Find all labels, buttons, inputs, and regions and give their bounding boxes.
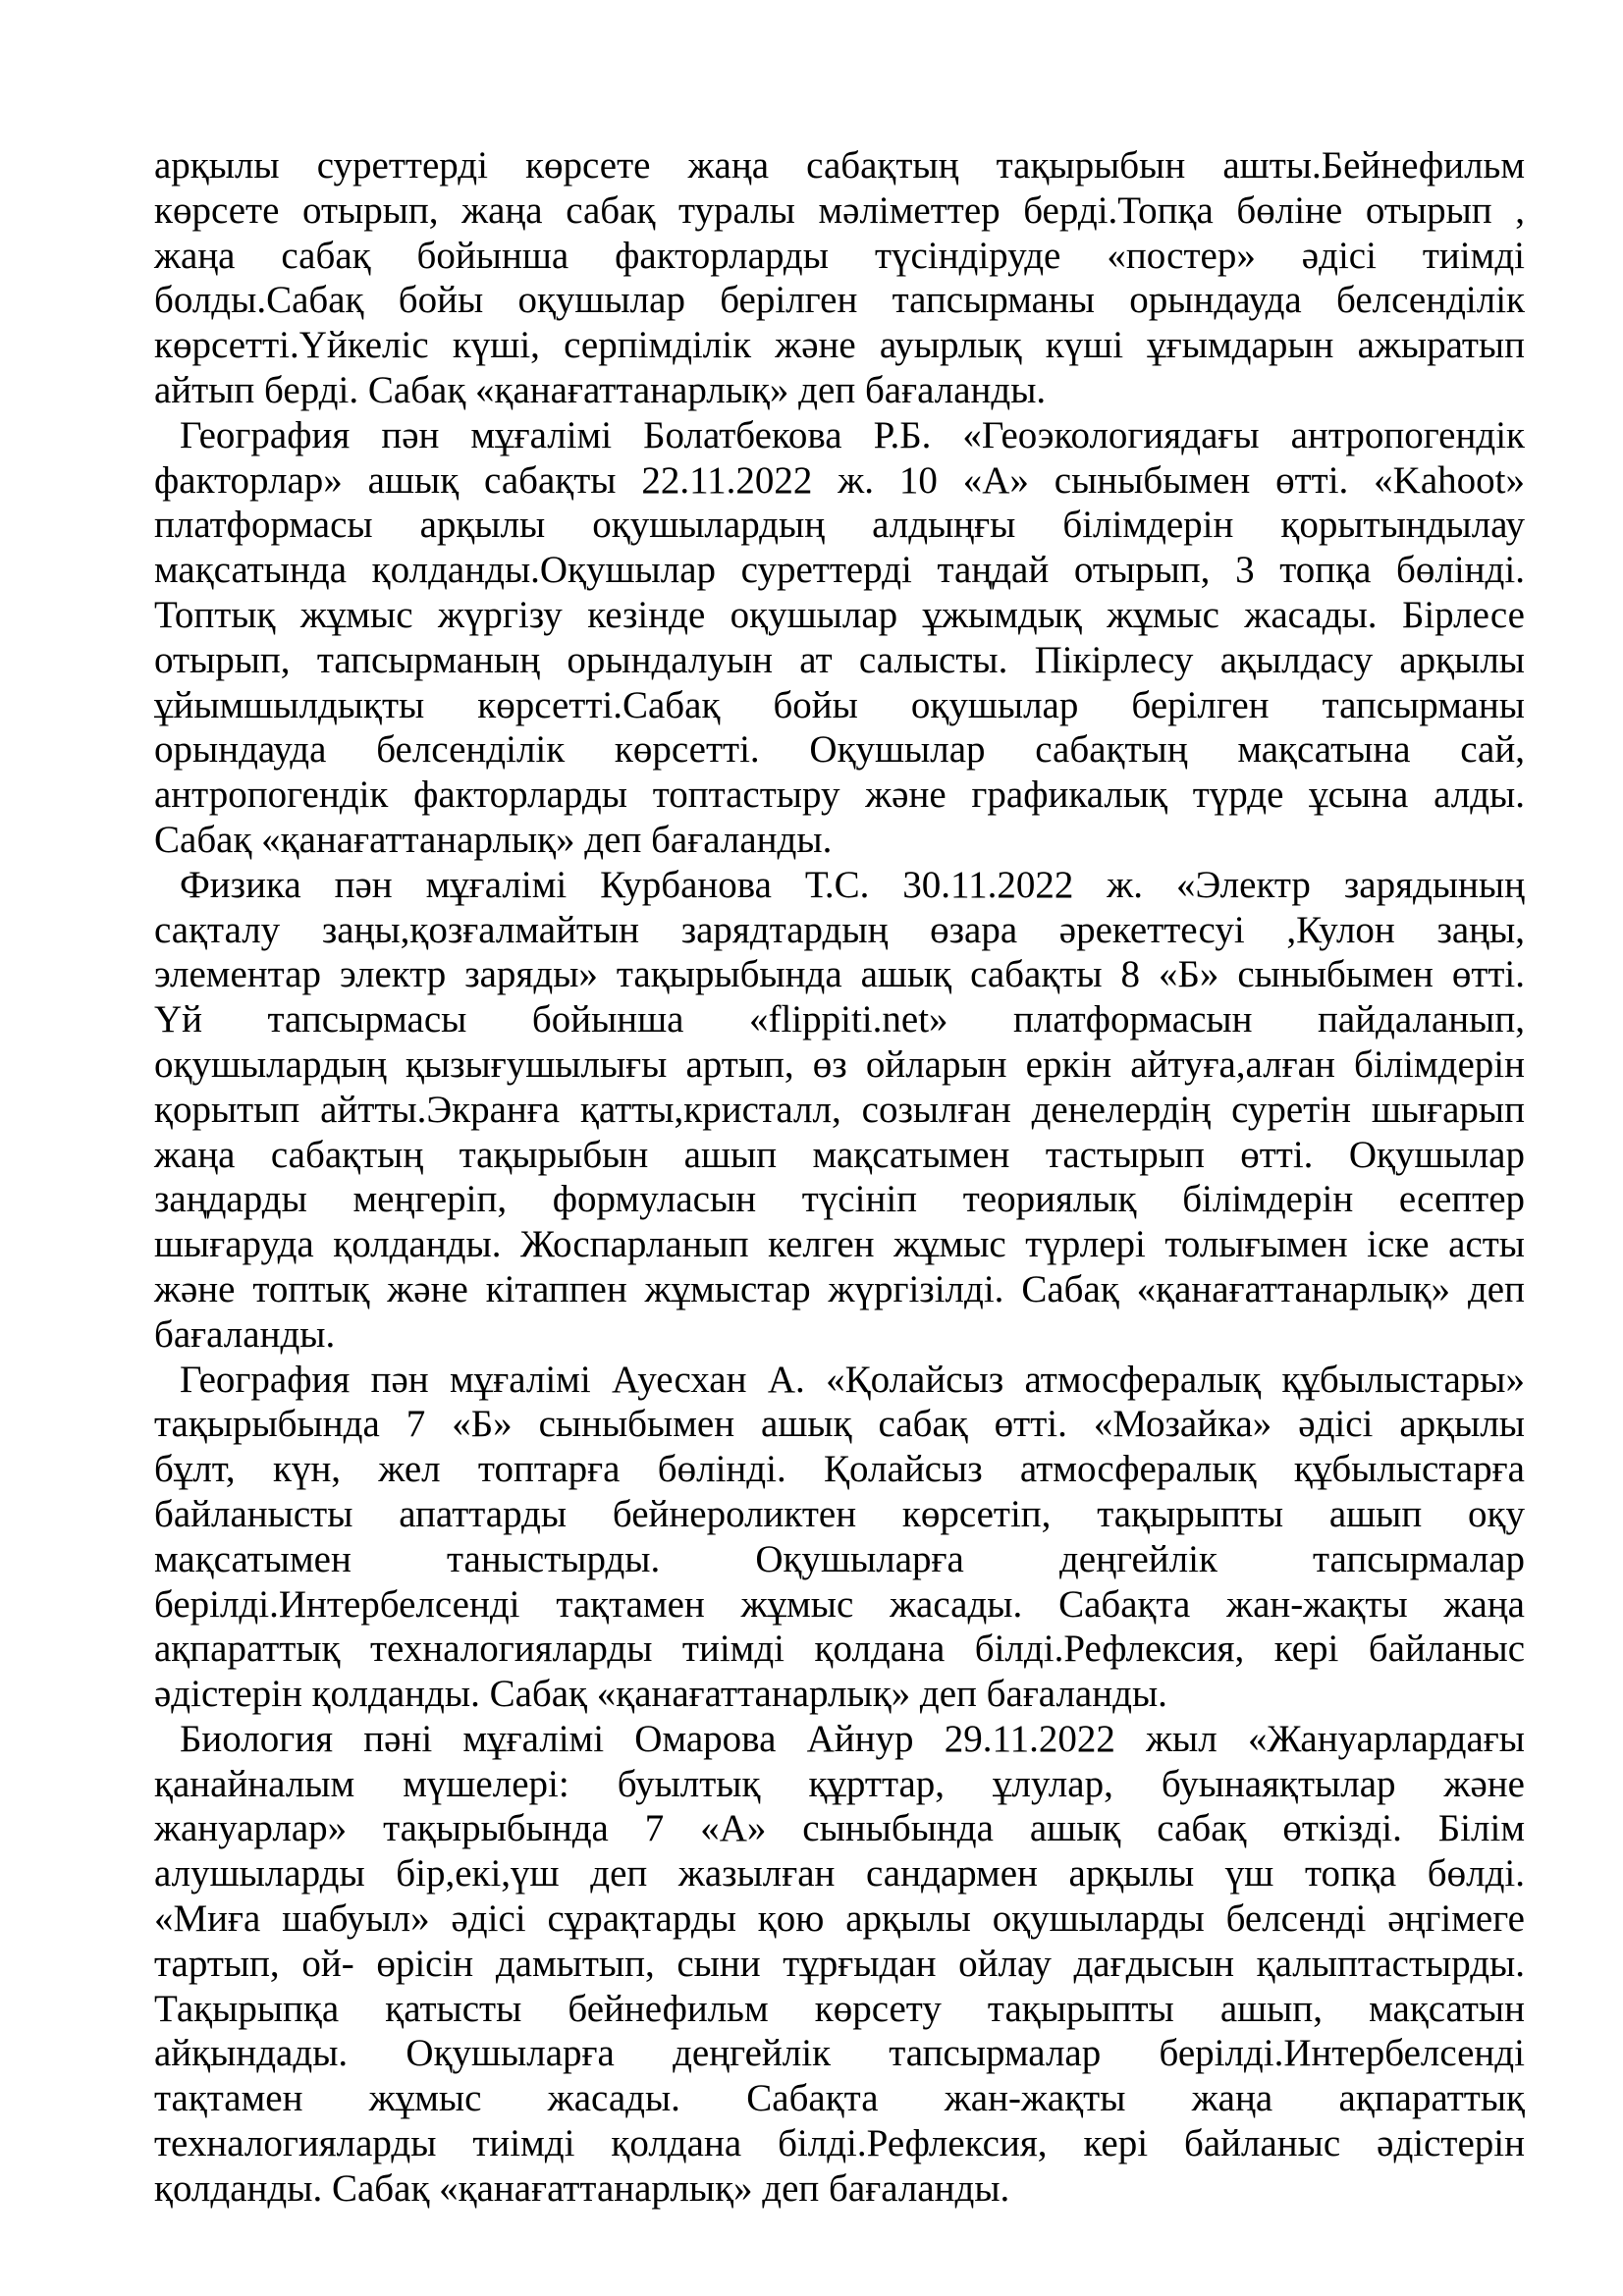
text-line: тартып, ой- өрісін дамытып, сыни тұрғыдан ойлау дағдысын қалыптастырды. <box>154 1942 1525 1985</box>
text-line: қолданды. Сабақ «қанағаттанарлық» деп бағаланды. <box>154 2166 1010 2210</box>
text-line: платформасы арқылы оқушылардың алдыңғы білімдерін қорытындылау <box>154 504 1525 547</box>
text-line: География пән мұғалімі Болатбекова Р.Б. «Геоэкологиядағы антропогендік <box>180 413 1525 456</box>
text-line: айқындады. Оқушыларға деңгейлік тапсырмалар берілді.Интербелсенді <box>154 2032 1525 2075</box>
text-line: бұлт, күн, жел топтарға бөлінді. Қолайсыз атмосфералық құбылыстарға <box>154 1448 1525 1491</box>
text-line: Топтық жұмыс жүргізу кезінде оқушылар ұжымдық жұмыс жасады. Бірлесе <box>154 593 1525 636</box>
text-line: көрсете отырып, жаңа сабақ туралы мәліметтер берді.Топқа бөліне отырып , <box>154 188 1525 232</box>
text-line: факторлар» ашық сабақты 22.11.2022 ж. 10 «А» сыныбымен өтті. «Kahoot» <box>154 458 1525 502</box>
text-line: антропогендік факторларды топтастыру және графикалық түрде ұсына алды. <box>154 774 1525 817</box>
text-line: тақтамен жұмыс жасады. Сабақта жан-жақты жаңа ақпараттық <box>154 2077 1525 2120</box>
text-line: Тақырыпқа қатысты бейнефильм көрсету тақырыпты ашып, мақсатын <box>154 1987 1525 2030</box>
text-line: берілді.Интербелсенді тақтамен жұмыс жасады. Сабақта жан-жақты жаңа <box>154 1582 1525 1626</box>
text-line: техналогияларды тиімді қолдана білді.Рефлексия, кері байланыс әдістерін <box>154 2122 1525 2165</box>
text-line: шығаруда қолданды. Жоспарланып келген жұмыс түрлері толығымен іске асты <box>154 1223 1525 1266</box>
text-line: География пән мұғалімі Ауесхан А. «Қолайсыз атмосфералық құбылыстары» <box>180 1358 1525 1401</box>
text-line: әдістерін қолданды. Сабақ «қанағаттанарлық» деп бағаланды. <box>154 1673 1167 1716</box>
text-line: жаңа сабақтың тақырыбын ашып мақсатымен тастырып өтті. Оқушылар <box>154 1133 1525 1176</box>
text-line: мақсатымен таныстырды. Оқушыларға деңгейлік тапсырмалар <box>154 1537 1525 1580</box>
text-line: тақырыбында 7 «Б» сыныбымен ашық сабақ өтті. «Мозайка» әдісі арқылы <box>154 1403 1525 1446</box>
text-line: «Миға шабуыл» әдісі сұрақтарды қою арқылы оқушыларды белсенді әңгімеге <box>154 1897 1525 1941</box>
text-line: айтып берді. Сабақ «қанағаттанарлық» деп бағаланды. <box>154 368 1047 411</box>
paragraph <box>154 1717 1525 2212</box>
text-line: жаңа сабақ бойынша факторларды түсіндіруде «постер» әдісі тиімді <box>154 234 1525 277</box>
text-line: мақсатында қолданды.Оқушылар суреттерді таңдай отырып, 3 топқа бөлінді. <box>154 549 1525 592</box>
text-line: көрсетті.Үйкеліс күші, серпімділік және ауырлық күші ұғымдарын ажыратып <box>154 324 1525 367</box>
text-line: ұйымшылдықты көрсетті.Сабақ бойы оқушылар берілген тапсырманы <box>154 683 1525 726</box>
text-line: сақталу заңы,қозғалмайтын зарядтардың өзара әрекеттесуі ,Кулон заңы, <box>154 908 1525 951</box>
paragraph <box>154 863 1525 1358</box>
text-line: қанайналым мүшелері: буылтық құрттар, ұлулар, буынаяқтылар және <box>154 1762 1525 1805</box>
text-line: байланысты апаттарды бейнероликтен көрсетіп, тақырыпты ашып оқу <box>154 1492 1525 1535</box>
paragraph <box>154 413 1525 863</box>
text-line: заңдарды меңгеріп, формуласын түсініп теориялық білімдерін есептер <box>154 1178 1525 1221</box>
text-line: ақпараттық техналогияларды тиімді қолдана білді.Рефлексия, кері байланыс <box>154 1628 1525 1671</box>
text-line: және топтық және кітаппен жұмыстар жүргізілді. Сабақ «қанағаттанарлық» деп <box>154 1267 1525 1310</box>
text-line: Биология пәні мұғалімі Омарова Айнур 29.11.2022 жыл «Жануарлардағы <box>180 1717 1525 1760</box>
text-line: қорытып айтты.Экранға қатты,кристалл, созылған денелердің суретін шығарып <box>154 1088 1525 1131</box>
text-line: оқушылардың қызығушылығы артып, өз ойларын еркін айтуға,алған білімдерін <box>154 1042 1525 1086</box>
text-line: арқылы суреттерді көрсете жаңа сабақтың тақырыбын ашты.Бейнефильм <box>154 144 1525 187</box>
text-line: жануарлар» тақырыбында 7 «А» сыныбында ашық сабақ өткізді. Білім <box>154 1807 1525 1850</box>
text-line: болды.Сабақ бойы оқушылар берілген тапсырманы орындауда белсенділік <box>154 279 1525 322</box>
text-line: Физика пән мұғалімі Курбанова Т.С. 30.11.2022 ж. «Электр зарядының <box>180 863 1525 906</box>
text-line: Үй тапсырмасы бойынша «flippiti.net» платформасын пайдаланып, <box>154 998 1525 1041</box>
text-line: Сабақ «қанағаттанарлық» деп бағаланды. <box>154 818 833 861</box>
text-line: элементар электр заряды» тақырыбында ашық сабақты 8 «Б» сыныбымен өтті. <box>154 953 1525 996</box>
paragraph <box>154 1358 1525 1717</box>
text-line: бағаланды. <box>154 1312 336 1356</box>
text-line: отырып, тапсырманың орындалуын ат салысты. Пікірлесу ақылдасу арқылы <box>154 638 1525 681</box>
text-line: алушыларды бір,екі,үш деп жазылған сандармен арқылы үш топқа бөлді. <box>154 1852 1525 1896</box>
paragraph <box>154 143 1525 413</box>
text-line: орындауда белсенділік көрсетті. Оқушылар сабақтың мақсатына сай, <box>154 728 1525 772</box>
document-body <box>154 143 1525 2212</box>
